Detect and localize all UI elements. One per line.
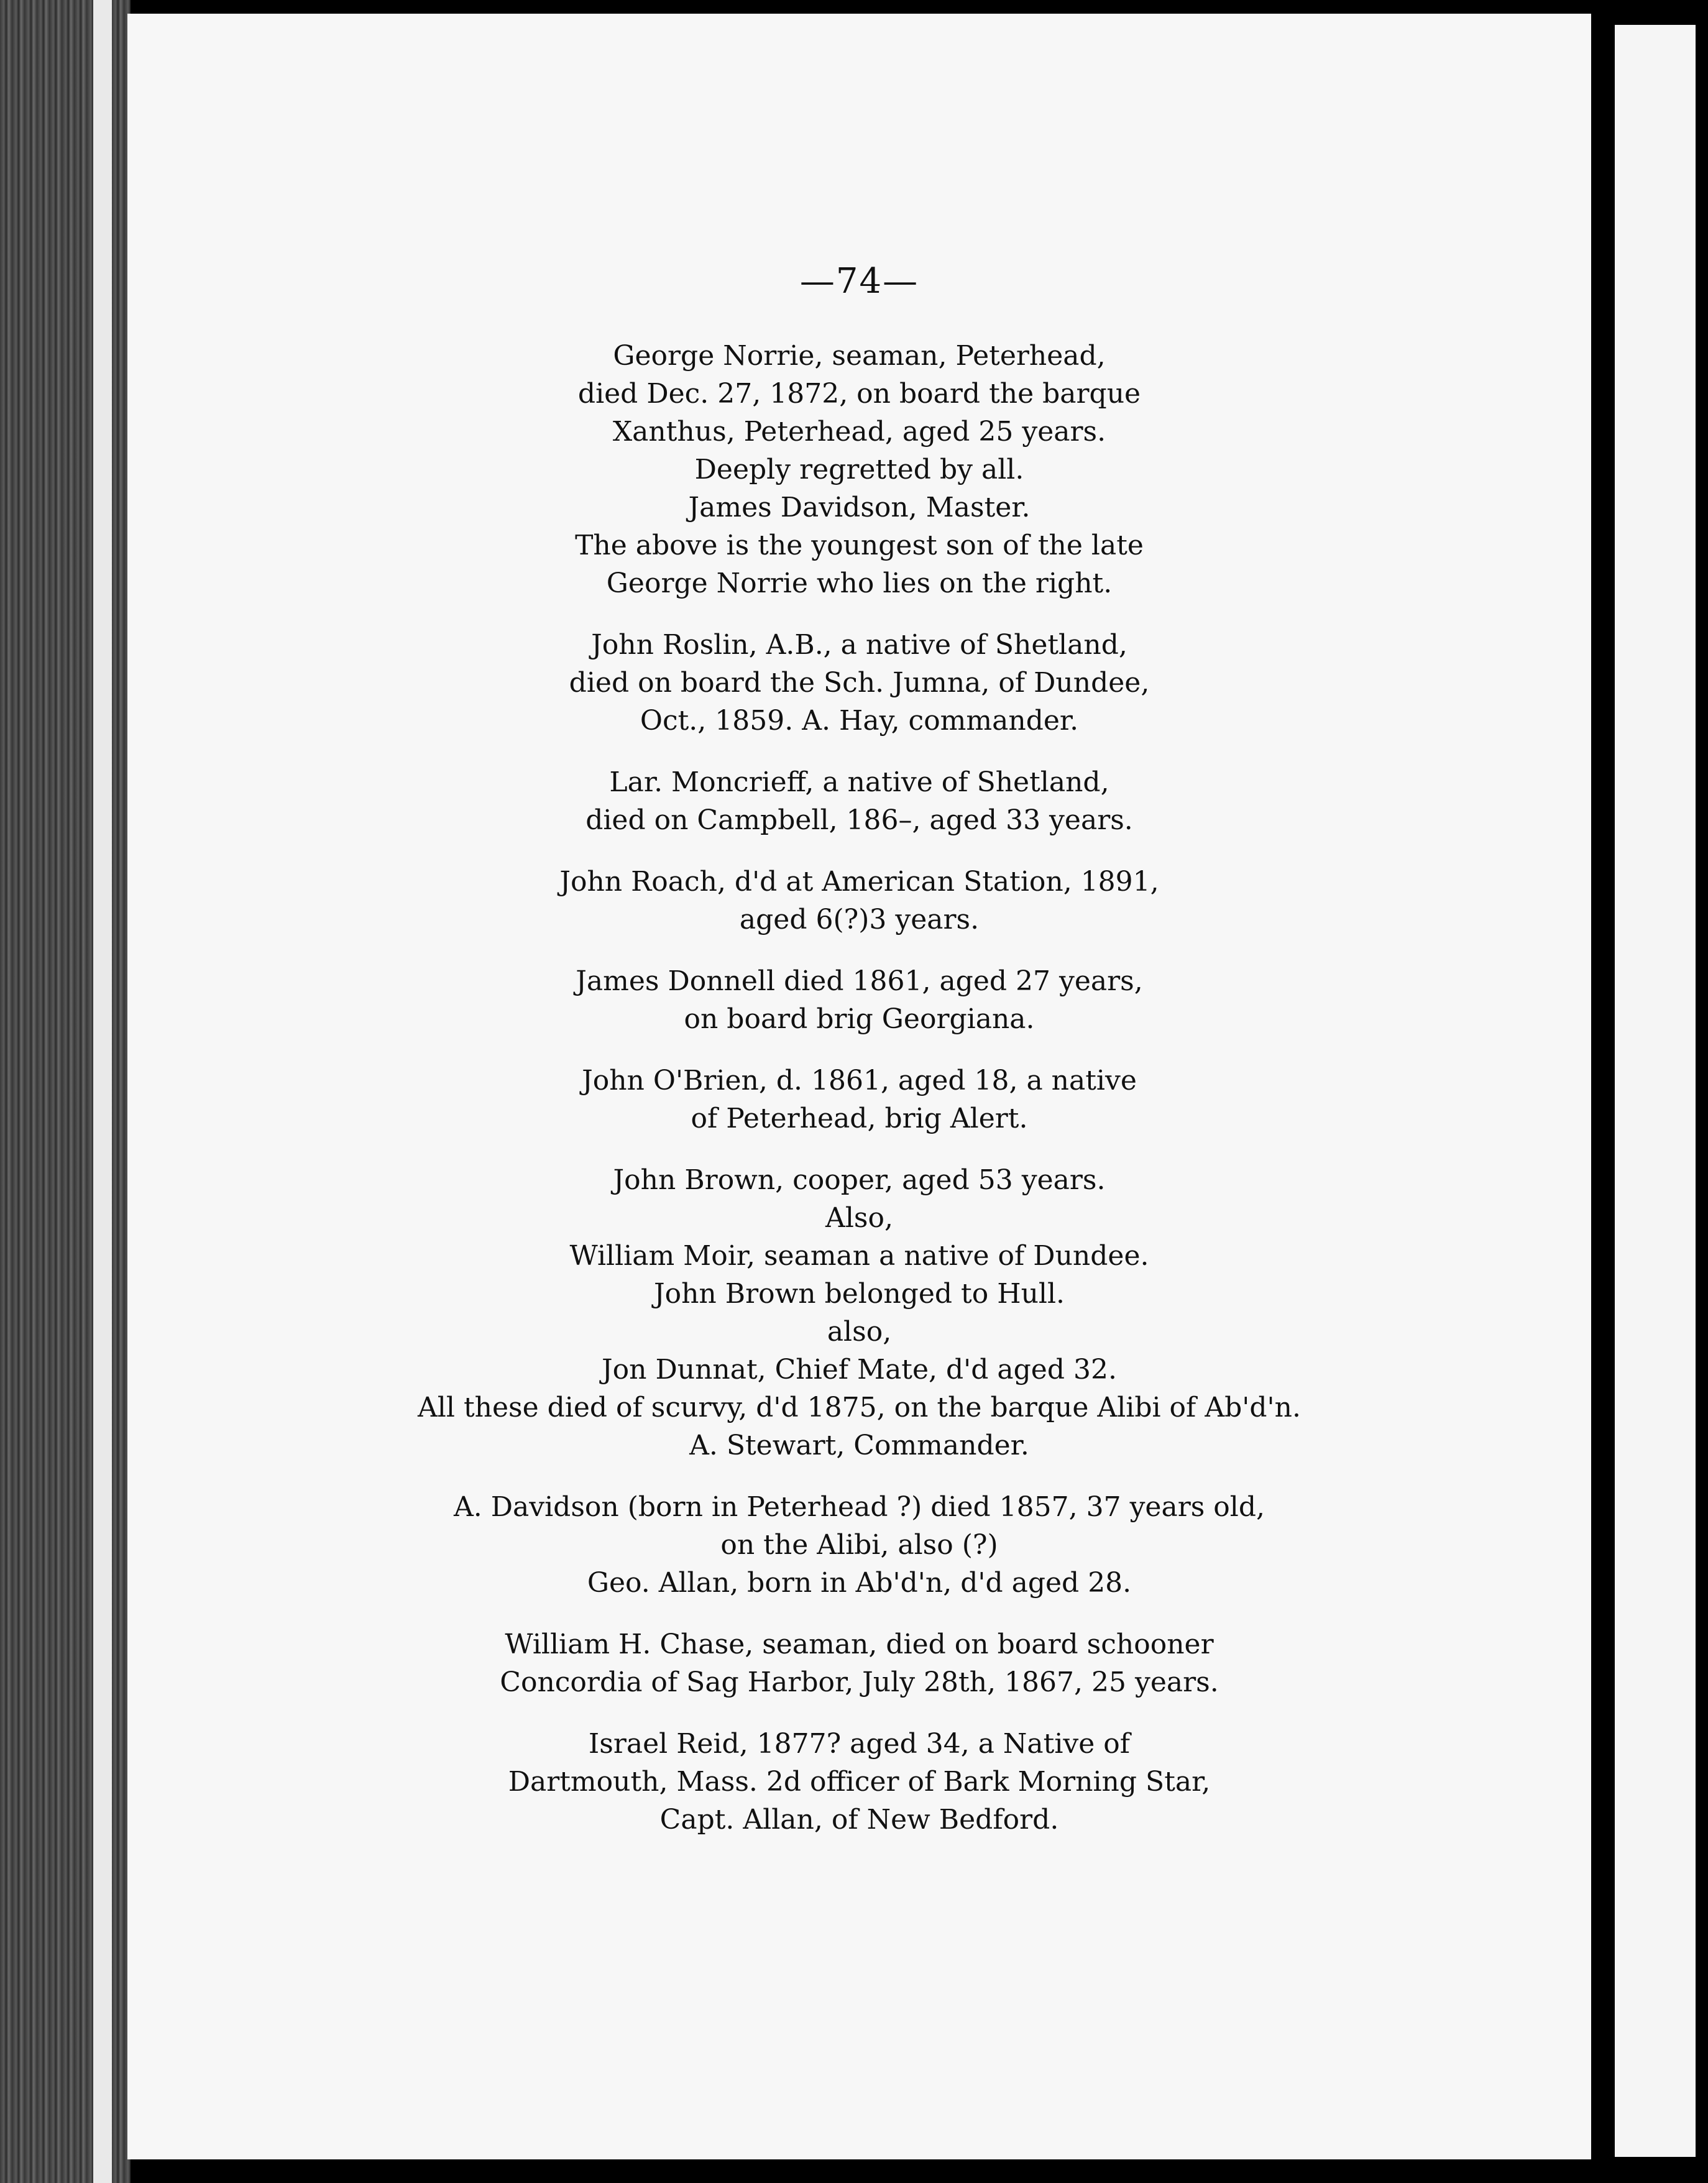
page-number: —74—: [799, 261, 919, 301]
entry-william-chase: [127, 1625, 1591, 1701]
page-edge-highlight: [93, 0, 112, 2183]
entry-line: John O'Brien, d. 1861, aged 18, a native: [582, 1065, 1137, 1096]
entry-john-obrien: [127, 1062, 1591, 1137]
entry-line: Jon Dunnat, Chief Mate, d'd aged 32.: [602, 1354, 1117, 1386]
entry-line: died on board the Sch. Jumna, of Dundee,: [569, 667, 1150, 699]
entry-john-roach: [127, 863, 1591, 939]
entry-line: died on Campbell, 186–, aged 33 years.: [585, 804, 1133, 836]
memorial-entries: [127, 337, 1591, 1862]
entry-line: The above is the youngest son of the late: [575, 530, 1144, 561]
book-page: [127, 14, 1591, 2159]
entry-line: of Peterhead, brig Alert.: [691, 1103, 1028, 1134]
entry-line: Capt. Allan, of New Bedford.: [659, 1804, 1059, 1836]
entry-israel-reid: [127, 1725, 1591, 1839]
entry-line: aged 6(?)3 years.: [739, 904, 980, 935]
entry-line: James Donnell died 1861, aged 27 years,: [576, 965, 1143, 997]
entry-line: died Dec. 27, 1872, on board the barque: [577, 378, 1141, 410]
entry-line: Xanthus, Peterhead, aged 25 years.: [612, 416, 1106, 448]
entry-line: William H. Chase, seaman, died on board schooner: [505, 1629, 1214, 1660]
entry-line: Oct., 1859. A. Hay, commander.: [640, 705, 1079, 737]
entry-line: Concordia of Sag Harbor, July 28th, 1867, 25 years.: [500, 1666, 1219, 1698]
entry-line: also,: [827, 1316, 892, 1348]
book-gutter: [1591, 0, 1615, 2183]
entry-line: John Roslin, A.B., a native of Shetland,: [591, 629, 1127, 661]
entry-james-donnell: [127, 962, 1591, 1038]
entry-john-brown: [127, 1161, 1591, 1464]
entry-john-roslin: [127, 626, 1591, 740]
entry-line: George Norrie, seaman, Peterhead,: [613, 340, 1106, 372]
entry-line: on the Alibi, also (?): [720, 1529, 998, 1561]
entry-line: Lar. Moncrieff, a native of Shetland,: [609, 766, 1109, 798]
entry-line: John Brown, cooper, aged 53 years.: [613, 1164, 1106, 1196]
entry-line: James Davidson, Master.: [688, 492, 1031, 523]
entry-line: A. Davidson (born in Peterhead ?) died 1857, 37 years old,: [453, 1491, 1265, 1523]
entry-line: Deeply regretted by all.: [694, 454, 1024, 485]
entry-line: Also,: [825, 1202, 893, 1234]
entry-lar-moncrieff: [127, 763, 1591, 839]
entry-line: A. Stewart, Commander.: [689, 1430, 1029, 1461]
entry-line: on board brig Georgiana.: [684, 1003, 1035, 1035]
entry-george-norrie: [127, 337, 1591, 602]
entry-a-davidson: [127, 1488, 1591, 1602]
entry-line: George Norrie who lies on the right.: [606, 568, 1113, 599]
entry-line: William Moir, seaman a native of Dundee.: [569, 1240, 1149, 1272]
entry-line: Israel Reid, 1877? aged 34, a Native of: [588, 1728, 1131, 1760]
entry-line: All these died of scurvy, d'd 1875, on the barque Alibi of Ab'd'n.: [418, 1392, 1301, 1423]
entry-line: John Roach, d'd at American Station, 1891,: [559, 866, 1159, 898]
entry-line: Geo. Allan, born in Ab'd'n, d'd aged 28.: [587, 1567, 1132, 1599]
entry-line: Dartmouth, Mass. 2d officer of Bark Morning Star,: [508, 1766, 1211, 1798]
entry-line: John Brown belonged to Hull.: [653, 1278, 1065, 1310]
facing-page-edge: [1615, 25, 1696, 2157]
